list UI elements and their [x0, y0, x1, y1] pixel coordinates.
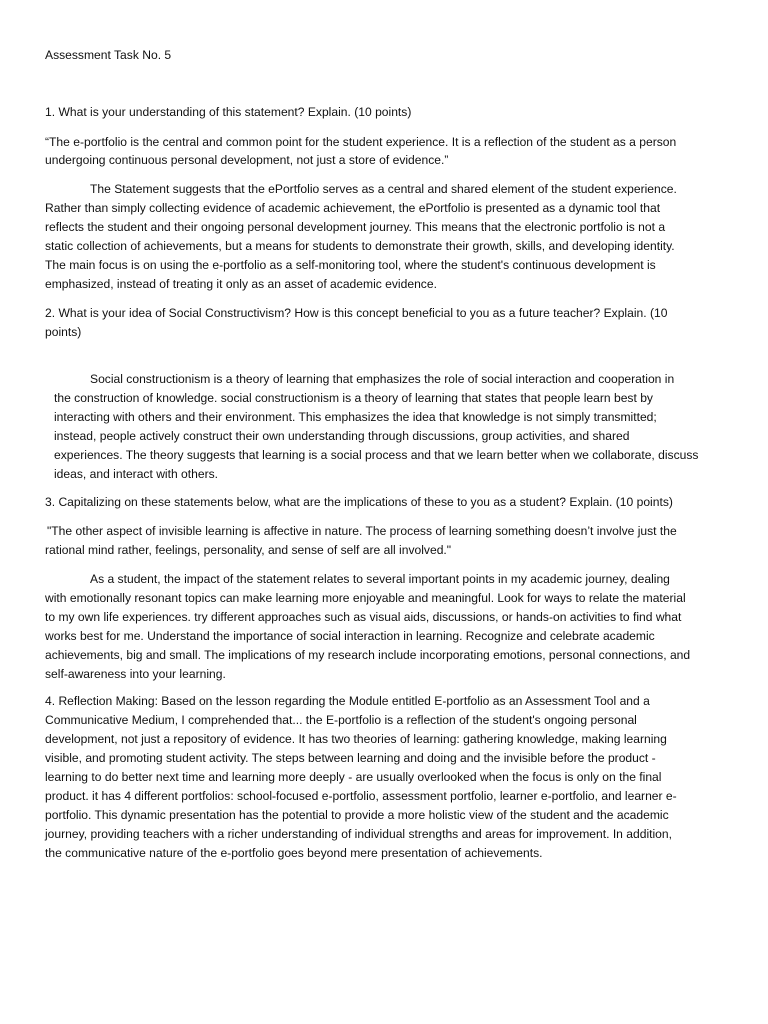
reflection-line: visible, and promoting student activity. The steps between learning and doing and the invisible before the product -: [45, 751, 656, 765]
answer-line: The main focus is on using the e-portfolio as a self-monitoring tool, where the student's continuous development is: [45, 258, 656, 272]
answer-line: instead, people actively construct their own understanding through discussions, group activities, and shared: [54, 429, 630, 443]
answer-line: ideas, and interact with others.: [54, 467, 219, 481]
quote-line: “The e-portfolio is the central and common point for the student experience. It is a reflection of the student as a person: [45, 135, 677, 149]
reflection-line: development, not just a repository of evidence. It has two theories of learning: gathering knowledge, making learning: [45, 732, 667, 746]
reflection-line: journey, providing teachers with a richer understanding of individual strengths and areas for improvement. In addition,: [45, 827, 672, 841]
question-line: points): [45, 325, 82, 339]
answer-line: As a student, the impact of the statement relates to several important points in my academic journey, dealing: [90, 572, 670, 586]
answer-line: Social constructionism is a theory of learning that emphasizes the role of social interaction and cooperation in: [90, 372, 675, 386]
question-3: 3. Capitalizing on these statements below, what are the implications of these to you as a student? Explain. (10 points): [45, 495, 673, 509]
reflection-line: 4. Reflection Making: Based on the lesson regarding the Module entitled E-portfolio as an Assessment Tool and a: [45, 694, 650, 708]
answer-line: self-awareness into your learning.: [45, 667, 226, 681]
answer-line: interacting with others and their environment. This emphasizes the idea that knowledge is not simply transmitted;: [54, 410, 657, 424]
answer-line: static collection of achievements, but a means for students to demonstrate their growth, skills, and developing identity.: [45, 239, 675, 253]
quote-line: rational mind rather, feelings, personality, and sense of self are all involved.": [45, 543, 452, 557]
question-line: 2. What is your idea of Social Constructivism? How is this concept beneficial to you as a future teacher? Explain. (10: [45, 306, 668, 320]
document-title: Assessment Task No. 5: [45, 48, 172, 62]
answer-line: with emotionally resonant topics can make learning more enjoyable and meaningful. Look for ways to relate the material: [45, 591, 686, 605]
reflection-line: portfolio. This dynamic presentation has the potential to provide a more holistic view of the student and the academic: [45, 808, 669, 822]
answer-line: the construction of knowledge. social constructionism is a theory of learning that states that people learn best by: [54, 391, 653, 405]
answer-line: Rather than simply collecting evidence of academic achievement, the ePortfolio is presented as a dynamic tool that: [45, 201, 661, 215]
answer-line: to my own life experiences. try different approaches such as visual aids, discussions, or hands-on activities to find what: [45, 610, 682, 624]
answer-line: experiences. The theory suggests that learning is a social process and that we learn better when we collaborate, discuss: [54, 448, 699, 462]
answer-line: emphasized, instead of treating it only as an asset of academic evidence.: [45, 277, 437, 291]
reflection-line: product. it has 4 different portfolios: school-focused e-portfolio, assessment portfolio, learner e-portfolio, and learner e-: [45, 789, 677, 803]
reflection-line: the communicative nature of the e-portfolio goes beyond mere presentation of achievements.: [45, 846, 543, 860]
answer-line: achievements, big and small. The implications of my research include incorporating emotions, personal connections, and: [45, 648, 691, 662]
reflection-line: learning to do better next time and learning more deeply - are usually overlooked when the focus is only on the final: [45, 770, 662, 784]
question-1: 1. What is your understanding of this statement? Explain. (10 points): [45, 105, 412, 119]
reflection-line: Communicative Medium, I comprehended that... the E-portfolio is a reflection of the student's ongoing personal: [45, 713, 637, 727]
answer-line: reflects the student and their ongoing personal development journey. This means that the electronic portfolio is not a: [45, 220, 666, 234]
answer-line: works best for me. Understand the importance of social interaction in learning. Recognize and celebrate academic: [45, 629, 655, 643]
quote-line: undergoing continuous personal development, not just a store of evidence.”: [45, 153, 449, 167]
quote-line: "The other aspect of invisible learning is affective in nature. The process of learning something doesn’t involve just the: [47, 524, 677, 538]
answer-line: The Statement suggests that the ePortfolio serves as a central and shared element of the student experience.: [90, 182, 677, 196]
